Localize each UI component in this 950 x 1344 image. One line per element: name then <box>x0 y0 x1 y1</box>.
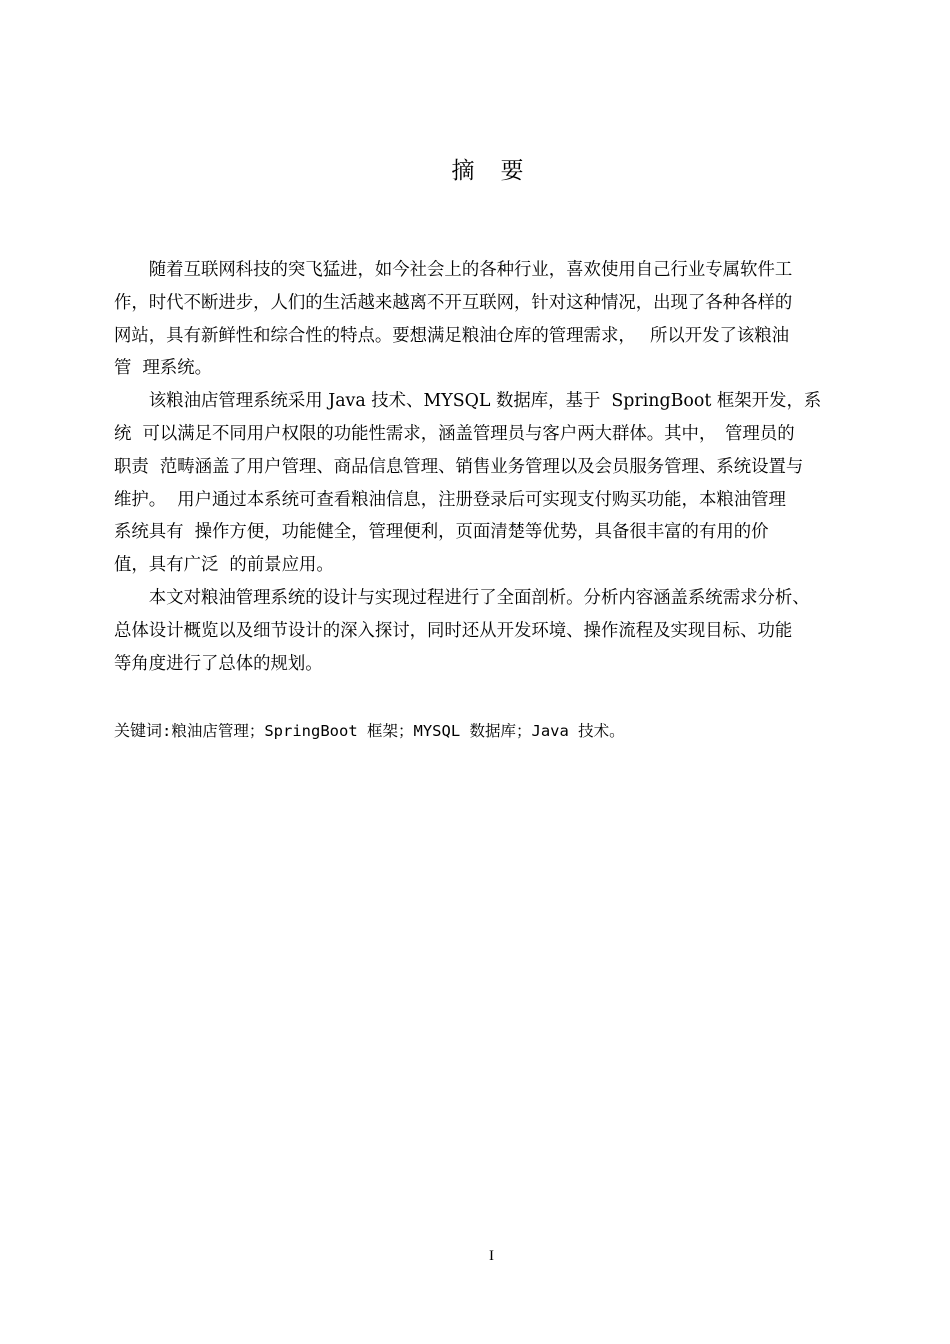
paragraph-line: 网站，具有新鲜性和综合性的特点。要想满足粮油仓库的管理需求， 所以开发了该粮油 <box>114 325 790 346</box>
keywords-line <box>114 716 894 746</box>
paragraph-line: 随着互联网科技的突飞猛进，如今社会上的各种行业，喜欢使用自己行业专属软件工 <box>114 260 793 280</box>
paragraph-line: 维护。 用户通过本系统可查看粮油信息，注册登录后可实现支付购买功能，本粮油管理 <box>114 489 786 510</box>
keywords-text: :粮油店管理；SpringBoot 框架；MYSQL 数据库；Java 技术。 <box>162 722 625 740</box>
keywords-label: 关键词 <box>114 721 163 740</box>
paragraph-line: 等角度进行了总体的规划。 <box>114 653 323 674</box>
paragraph-line: 该粮油店管理系统采用 Java 技术、MYSQL 数据库，基于 SpringBoot 框架开发，系 <box>114 391 822 412</box>
paragraph-line: 总体设计概览以及细节设计的深入探讨，同时还从开发环境、操作流程及实现目标、功能 <box>114 620 793 641</box>
page-number: I <box>489 1248 494 1264</box>
paragraph-line: 值，具有广泛 的前景应用。 <box>114 555 334 576</box>
paragraph-line: 管 理系统。 <box>114 358 213 379</box>
abstract-title-char-2: 要 <box>500 158 524 184</box>
paragraph-line: 统 可以满足不同用户权限的功能性需求，涵盖管理员与客户两大群体。其中， 管理员的 <box>114 423 795 444</box>
paragraph-analysis <box>114 582 874 680</box>
paragraph-system <box>114 385 874 582</box>
paragraph-intro <box>114 254 874 385</box>
paragraph-line: 职责 范畴涵盖了用户管理、商品信息管理、销售业务管理以及会员服务管理、系统设置与 <box>114 456 804 477</box>
paragraph-line: 作，时代不断进步，人们的生活越来越离不开互联网，针对这种情况，出现了各种各样的 <box>114 292 793 313</box>
paragraph-line: 本文对粮油管理系统的设计与实现过程进行了全面剖析。分析内容涵盖系统需求分析、 <box>114 587 810 608</box>
abstract-body <box>114 254 874 680</box>
abstract-title-char-1: 摘 <box>451 158 475 184</box>
abstract-title <box>0 152 950 185</box>
paragraph-line: 系统具有 操作方便，功能健全，管理便利，页面清楚等优势，具备很丰富的有用的价 <box>114 522 769 543</box>
